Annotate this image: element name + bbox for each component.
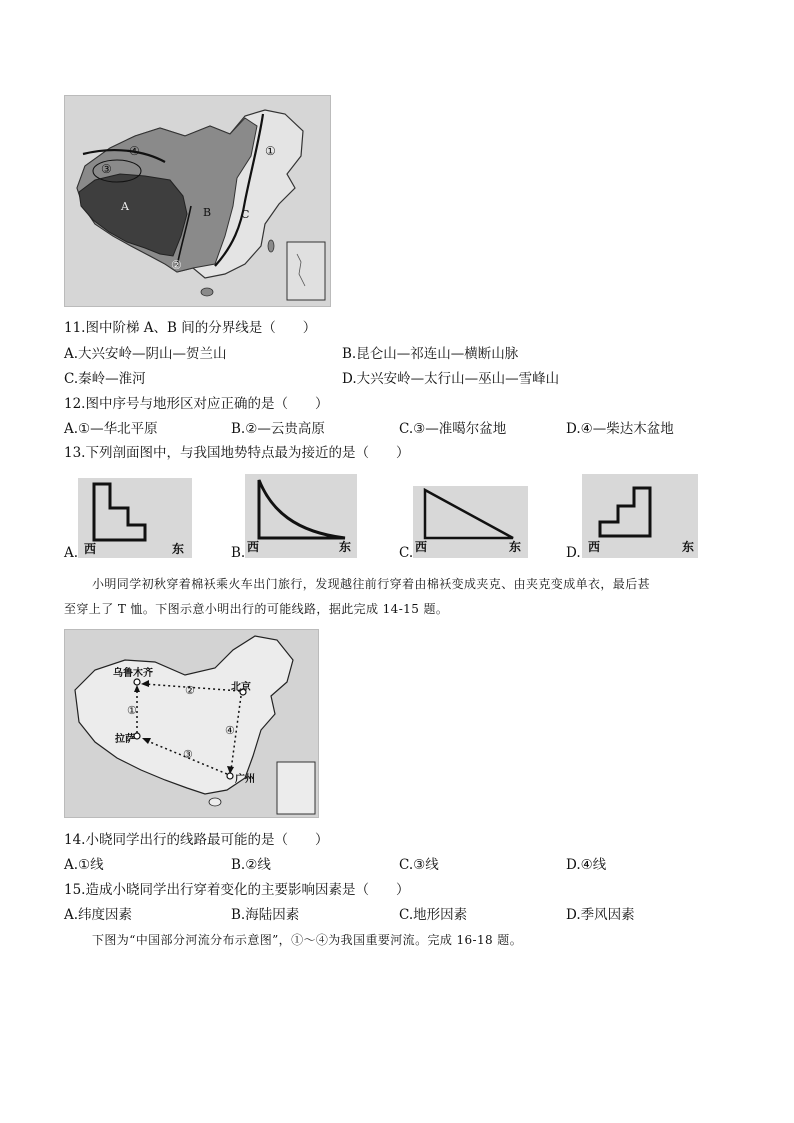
route-map-graphic xyxy=(65,630,318,817)
route-label-1: ① xyxy=(127,704,137,717)
map1-label-b: B xyxy=(203,206,212,219)
profile-d-east: 东 xyxy=(682,540,695,554)
city-urumqi: 乌鲁木齐 xyxy=(113,668,153,679)
profile-b-east: 东 xyxy=(339,540,352,554)
city-beijing: 北京 xyxy=(231,682,251,693)
profile-a-east: 东 xyxy=(172,542,185,556)
q15-option-c: C.地形因素 xyxy=(399,907,468,923)
profile-b-west: 西 xyxy=(247,540,260,554)
q13-letter-d: D. xyxy=(566,545,581,561)
profile-a xyxy=(78,478,192,558)
passage1-line2: 至穿上了 T 恤。下图示意小明出行的可能线路，据此完成 14-15 题。 xyxy=(64,602,449,616)
q11-option-a: A.大兴安岭—阴山—贺兰山 xyxy=(64,346,227,362)
q12-option-a: A.①—华北平原 xyxy=(64,421,158,437)
map1-label-a: A xyxy=(121,200,129,213)
route-label-2: ② xyxy=(185,684,195,697)
q11-option-c: C.秦岭—淮河 xyxy=(64,371,146,387)
city-guangzhou: 广州 xyxy=(235,774,255,785)
q12-option-b: B.②—云贵高原 xyxy=(231,421,325,437)
q12-stem: 12.图中序号与地形区对应正确的是（ ） xyxy=(64,396,329,412)
q12-option-d: D.④—柴达木盆地 xyxy=(566,421,674,437)
q14-option-c: C.③线 xyxy=(399,857,439,873)
q14-option-d: D.④线 xyxy=(566,857,607,873)
profile-c xyxy=(413,486,528,558)
city-lhasa: 拉萨 xyxy=(115,734,135,745)
q15-stem: 15.造成小晓同学出行穿着变化的主要影响因素是（ ） xyxy=(64,882,410,898)
q14-stem: 14.小晓同学出行的线路最可能的是（ ） xyxy=(64,832,329,848)
q11-option-b: B.昆仑山—祁连山—横断山脉 xyxy=(342,346,519,362)
profile-a-west: 西 xyxy=(84,542,97,556)
route-label-4: ④ xyxy=(225,724,235,737)
profile-c-east: 东 xyxy=(509,540,522,554)
map1-label-2: ② xyxy=(171,258,182,272)
q15-option-a: A.纬度因素 xyxy=(64,907,133,923)
q13-letter-b: B. xyxy=(231,545,246,561)
q14-option-a: A.①线 xyxy=(64,857,104,873)
passage2-line1: 下图为“中国部分河流分布示意图”，①～④为我国重要河流。完成 16-18 题。 xyxy=(92,933,523,947)
q15-option-b: B.海陆因素 xyxy=(231,907,300,923)
profile-d xyxy=(582,474,698,558)
q13-letter-c: C. xyxy=(399,545,414,561)
q15-option-d: D.季风因素 xyxy=(566,907,635,923)
map1-label-1: ① xyxy=(265,144,276,158)
profile-c-west: 西 xyxy=(415,540,428,554)
q12-option-c: C.③—准噶尔盆地 xyxy=(399,421,507,437)
profile-d-west: 西 xyxy=(588,540,601,554)
terrain-steps-map-graphic xyxy=(65,96,330,306)
q11-stem: 11.图中阶梯 A、B 间的分界线是（ ） xyxy=(64,320,317,336)
map1-label-4: ④ xyxy=(129,144,140,158)
route-map xyxy=(64,629,319,818)
q11-option-d: D.大兴安岭—太行山—巫山—雪峰山 xyxy=(342,371,560,387)
map1-label-3: ③ xyxy=(101,162,112,176)
profile-b xyxy=(245,474,357,558)
passage1-line1: 小明同学初秋穿着棉袄乘火车出门旅行，发现越往前行穿着由棉袄变成夹克、由夹克变成单衣，最后甚 xyxy=(92,577,651,591)
route-label-3: ③ xyxy=(183,748,193,761)
map1-label-c: C xyxy=(241,208,250,221)
q13-stem: 13.下列剖面图中，与我国地势特点最为接近的是（ ） xyxy=(64,445,410,461)
q14-option-b: B.②线 xyxy=(231,857,271,873)
terrain-steps-map xyxy=(64,95,331,307)
q13-letter-a: A. xyxy=(64,545,79,561)
